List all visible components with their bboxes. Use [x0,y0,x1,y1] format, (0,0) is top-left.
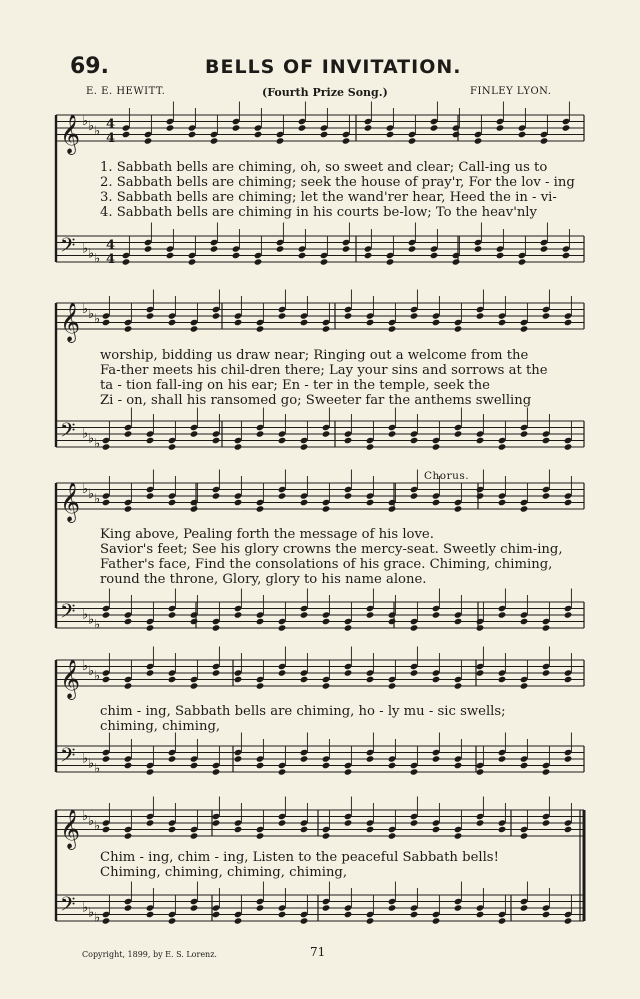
svg-text:♭: ♭ [88,905,95,921]
svg-text:♭: ♭ [94,436,101,452]
lyric-line: 3. Sabbath bells are chiming; let the wand'rer hear, Heed the in - vi- [100,190,557,205]
svg-text:4: 4 [106,131,116,146]
svg-text:♭: ♭ [82,607,89,623]
svg-text:♭: ♭ [94,819,101,835]
svg-text:𝄞: 𝄞 [60,659,81,699]
svg-text:♭: ♭ [94,669,101,685]
hymn-number: 69. [70,54,109,79]
verse-lines-system-4 [100,704,506,734]
verse-lines-system-3 [100,527,563,587]
svg-text:♭: ♭ [94,124,101,140]
svg-text:♭: ♭ [88,756,95,772]
copyright-notice: Copyright, 1899, by E. S. Lorenz. [82,950,217,959]
subtitle: (Fourth Prize Song.) [262,86,388,99]
lyric-line: Savior's feet; See his glory crowns the mercy-seat. Sweetly chim-ing, [100,542,563,557]
verse-lines-system-2 [100,348,548,408]
chorus-label: Chorus. [424,470,470,482]
svg-text:♭: ♭ [82,751,89,767]
svg-text:𝄢: 𝄢 [60,418,76,447]
svg-text:♭: ♭ [88,813,95,829]
svg-text:♭: ♭ [88,612,95,628]
lyric-line: chim - ing, Sabbath bells are chiming, ho - ly mu - sic swells; [100,704,506,719]
svg-text:𝄢: 𝄢 [60,599,76,628]
lyricist: E. E. HEWITT. [86,86,166,97]
svg-text:♭: ♭ [88,246,95,262]
svg-text:♭: ♭ [94,910,101,926]
svg-text:♭: ♭ [88,486,95,502]
svg-text:♭: ♭ [94,617,101,633]
svg-text:𝄞: 𝄞 [60,482,81,522]
svg-text:4: 4 [106,117,116,132]
lyric-line: worship, bidding us draw near; Ringing out a welcome from the [100,348,529,363]
svg-text:♭: ♭ [82,481,89,497]
svg-text:𝄞: 𝄞 [60,809,81,849]
svg-text:♭: ♭ [94,251,101,267]
svg-text:𝄞: 𝄞 [60,114,81,154]
svg-text:♭: ♭ [82,113,89,129]
page-number: 71 [310,945,326,959]
svg-text:♭: ♭ [94,312,101,328]
svg-text:♭: ♭ [94,492,101,508]
svg-text:𝄢: 𝄢 [60,233,76,262]
svg-text:♭: ♭ [82,808,89,824]
verse-lines-system-5 [100,850,499,880]
lyric-line: Zi - on, shall his ransomed go; Sweeter far the anthems swelling [100,393,532,408]
lyric-line: 1. Sabbath bells are chiming, oh, so sweet and clear; Call-ing us to [100,160,548,175]
lyric-line: 2. Sabbath bells are chiming; seek the house of pray'r, For the lov - ing [100,175,575,190]
lyric-line: round the throne, Glory, glory to his name alone. [100,572,427,587]
svg-text:4: 4 [106,238,116,253]
lyric-line: Chim - ing, chim - ing, Listen to the peaceful Sabbath bells! [100,850,499,865]
lyric-line: Chiming, chiming, chiming, chiming, [100,865,348,880]
svg-text:4: 4 [106,252,116,267]
lyric-line: ta - tion fall-ing on his ear; En - ter in the temple, seek the [100,378,490,393]
svg-text:♭: ♭ [88,663,95,679]
lyric-line: Fa-ther meets his chil-dren there; Lay your sins and sorrows at the [100,363,548,378]
lyric-line: Father's face, Find the consolations of his grace. Chiming, chiming, [100,557,553,572]
svg-text:♭: ♭ [82,426,89,442]
hymn-title: BELLS OF INVITATION. [205,56,462,78]
svg-text:♭: ♭ [82,900,89,916]
svg-text:𝄞: 𝄞 [60,302,81,342]
lyric-line: chiming, chiming, [100,719,221,734]
svg-text:♭: ♭ [82,241,89,257]
lyric-line: King above, Pealing forth the message of his love. [100,527,434,542]
svg-text:♭: ♭ [82,658,89,674]
svg-text:𝄢: 𝄢 [60,892,76,921]
svg-text:𝄢: 𝄢 [60,743,76,772]
lyric-line: 4. Sabbath bells are chiming in his courts be-low; To the heav'nly [100,205,537,220]
svg-text:♭: ♭ [88,306,95,322]
composer: FINLEY LYON. [470,86,552,97]
svg-text:♭: ♭ [94,761,101,777]
verse-lines-system-1 [100,160,575,220]
svg-text:♭: ♭ [82,301,89,317]
svg-text:♭: ♭ [88,118,95,134]
svg-text:♭: ♭ [88,431,95,447]
